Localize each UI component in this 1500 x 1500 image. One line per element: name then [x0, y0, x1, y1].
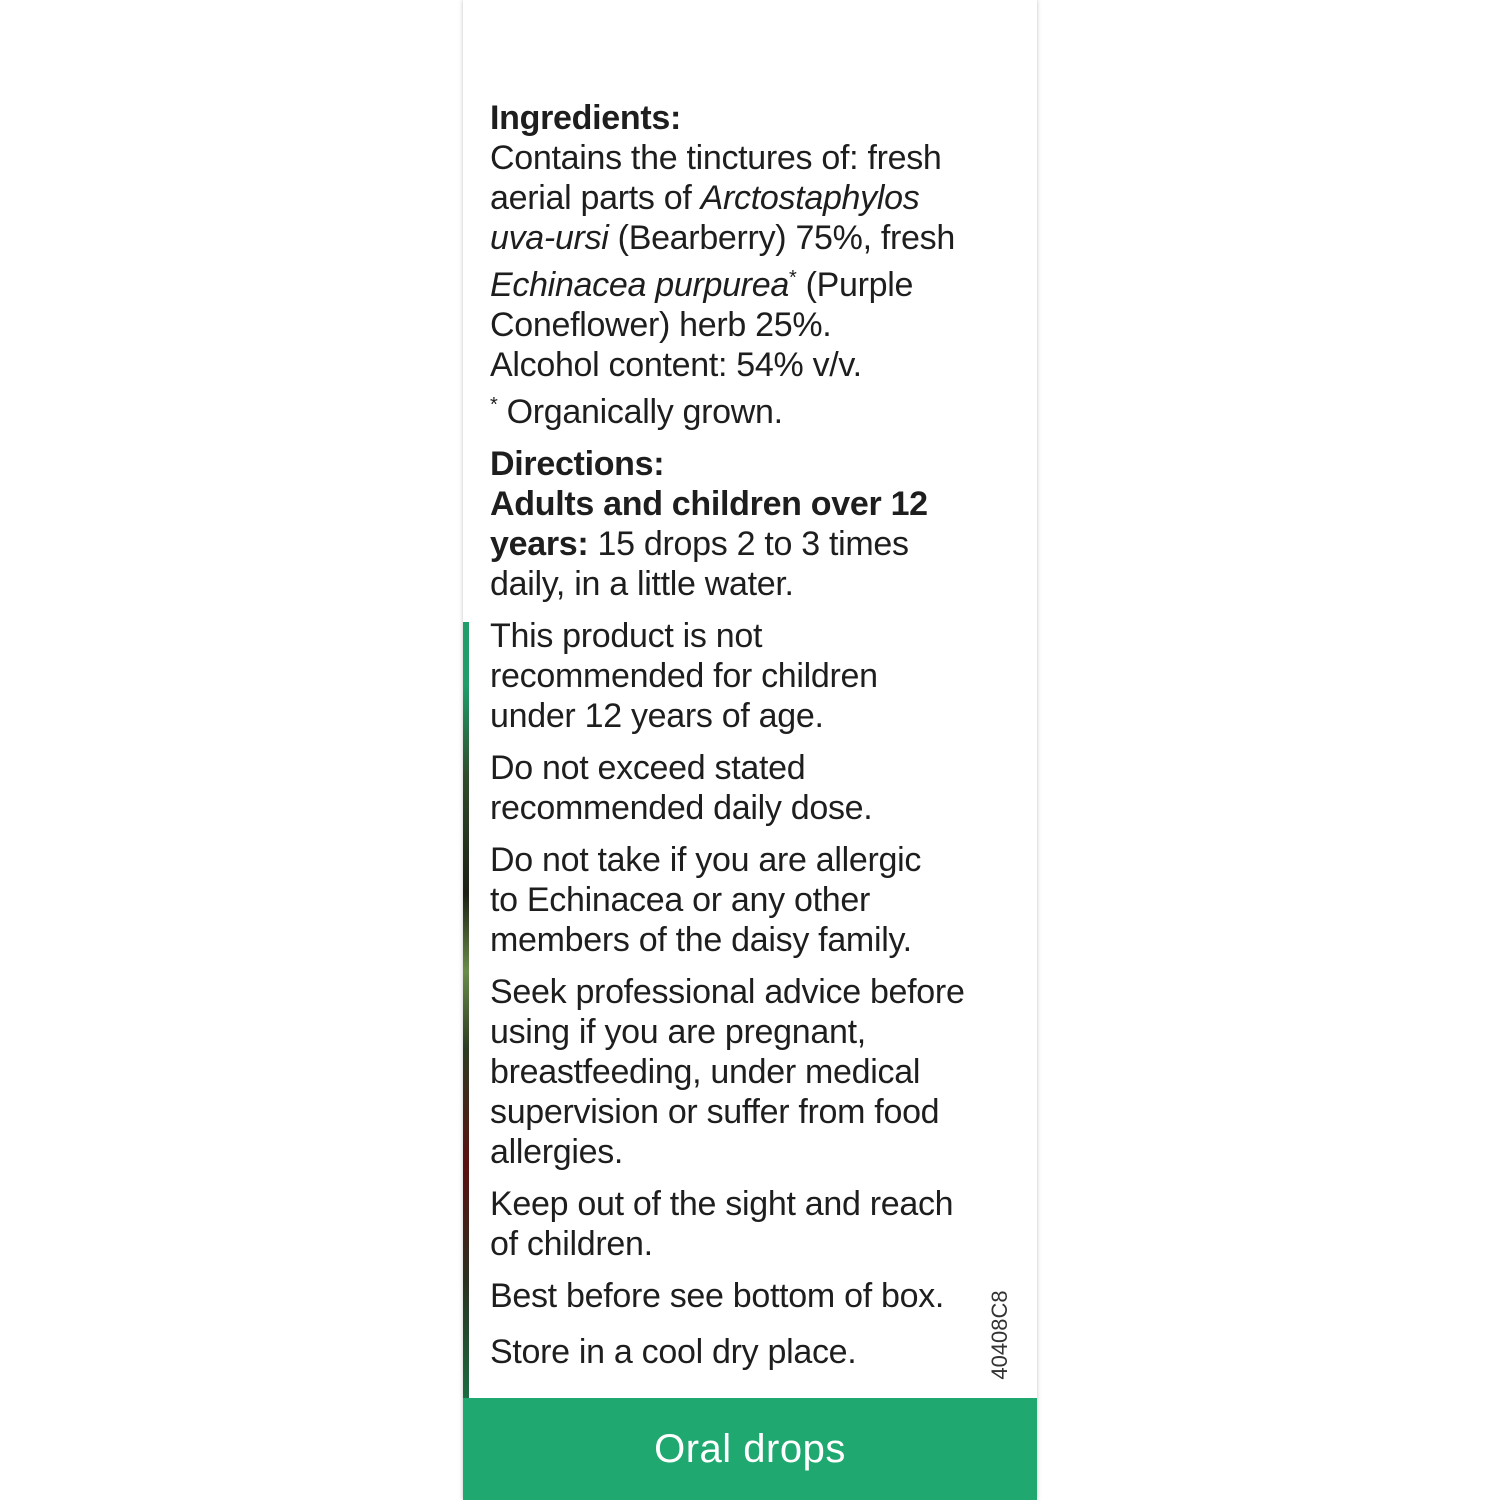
directions-heading: Directions: [490, 445, 665, 483]
footer-band [463, 1398, 1037, 1500]
directions-line: daily, in a little water. [490, 565, 794, 603]
footer-label: Oral drops [654, 1426, 846, 1471]
warning-paragraph: Do not exceed stated recommended daily dose. [490, 749, 873, 827]
organic-note: * Organically grown. [490, 393, 783, 431]
ingredients-line: aerial parts of Arctostaphylos [490, 179, 920, 217]
directions-line: years: 15 drops 2 to 3 times [490, 525, 909, 563]
batch-code: 40408C8 [987, 1290, 1012, 1380]
ingredients-line: Echinacea purpurea* (Purple [490, 266, 914, 304]
ingredients-line: Contains the tinctures of: fresh [490, 139, 942, 177]
warning-paragraph: This product is not recommended for children under 12 years of age. [490, 617, 878, 735]
warning-paragraph: Keep out of the sight and reach of children. [490, 1185, 954, 1263]
side-image-strip [463, 622, 469, 1398]
directions-line: Adults and children over 12 [490, 485, 928, 523]
best-before: Best before see bottom of box. [490, 1277, 945, 1315]
ingredients-line: Coneflower) herb 25%. [490, 306, 832, 344]
storage-note: Store in a cool dry place. [490, 1333, 857, 1371]
ingredients-heading: Ingredients: [490, 99, 681, 137]
ingredients-line: uva-ursi (Bearberry) 75%, fresh [490, 219, 955, 257]
label-text [490, 98, 965, 1372]
warning-paragraph: Do not take if you are allergic to Echinacea or any other members of the daisy family. [490, 841, 922, 959]
alcohol-content: Alcohol content: 54% v/v. [490, 346, 862, 384]
warning-paragraph: Seek professional advice before using if you are pregnant, breastfeeding, under medical supervision or suffer from food allergies. [490, 973, 965, 1171]
